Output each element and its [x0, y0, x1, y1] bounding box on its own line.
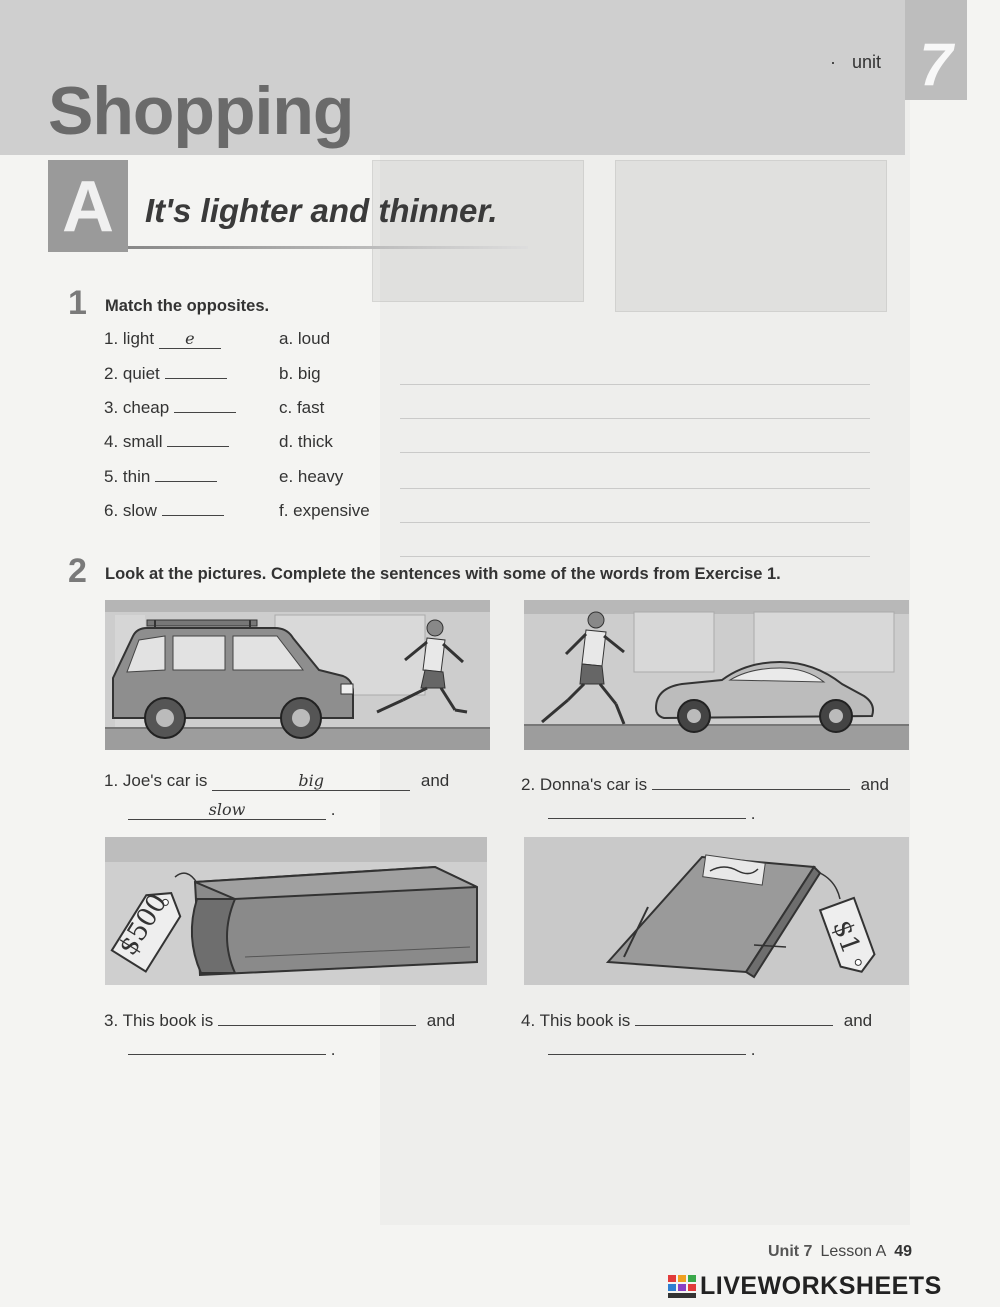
- match-item: 6. slow: [104, 501, 224, 521]
- ghost-line: [400, 452, 870, 453]
- unit-number: 7: [919, 31, 953, 98]
- big-car-illustration: [105, 600, 490, 750]
- answer-blank[interactable]: [155, 481, 217, 482]
- sentence-2: 2. Donna's car is and: [521, 771, 889, 795]
- ghost-line: [400, 488, 870, 489]
- answer-blank[interactable]: [652, 771, 850, 790]
- exercise-2-instruction: Look at the pictures. Complete the sentences with some of the words from Exercise 1.: [105, 565, 781, 583]
- thin-book-illustration: [524, 837, 909, 985]
- unit-bullet: ·: [830, 52, 836, 72]
- match-option: e. heavy: [279, 467, 344, 486]
- picture-small-car-runner: [524, 600, 909, 750]
- lesson-letter: A: [62, 167, 114, 247]
- match-item: 2. quiet: [104, 364, 227, 384]
- ghost-line: [400, 384, 870, 385]
- ghost-picture: [372, 160, 584, 302]
- answer-blank[interactable]: [162, 515, 224, 516]
- footer-unit: Unit 7: [768, 1243, 813, 1260]
- exercise-1-number: 1: [68, 284, 87, 322]
- match-item: 1. light e: [104, 329, 221, 349]
- page-footer: [768, 1243, 912, 1261]
- match-option: c. fast: [279, 398, 325, 417]
- ghost-picture: [615, 160, 887, 312]
- footer-lesson: Lesson A: [820, 1243, 887, 1260]
- small-car-illustration: [524, 600, 909, 750]
- page-title: Shopping: [48, 73, 354, 149]
- answer-blank[interactable]: [548, 800, 746, 819]
- ghost-line: [400, 522, 870, 523]
- answer-blank[interactable]: [548, 1036, 746, 1055]
- page-number: 49: [894, 1243, 913, 1260]
- sentence-4: 4. This book is and: [521, 1007, 872, 1031]
- answer-blank[interactable]: slow: [128, 800, 326, 820]
- match-item: 5. thin: [104, 467, 217, 487]
- liveworksheets-logo-icon: [668, 1275, 696, 1299]
- thick-book-illustration: [105, 837, 487, 985]
- match-option: a. loud: [279, 329, 331, 348]
- ghost-line: [400, 556, 870, 557]
- picture-thick-book: [105, 837, 487, 985]
- answer-blank[interactable]: [128, 1036, 326, 1055]
- answer-blank[interactable]: big: [212, 771, 410, 791]
- lesson-title-rule: [128, 246, 528, 249]
- answer-blank[interactable]: [174, 412, 236, 413]
- lesson-title: It's lighter and thinner.: [145, 192, 498, 229]
- sentence-1: 1. Joe's car is big and: [104, 771, 450, 790]
- sentence-1-continued: slow .: [128, 800, 335, 820]
- unit-label: unit: [852, 52, 882, 72]
- match-item: 3. cheap: [104, 398, 236, 418]
- sentence-4-continued: .: [548, 1036, 755, 1060]
- sentence-3: 3. This book is and: [104, 1007, 455, 1031]
- price-tag-1: $1: [826, 916, 866, 958]
- picture-thin-book: [524, 837, 909, 985]
- ghost-line: [400, 418, 870, 419]
- answer-blank[interactable]: [218, 1007, 416, 1026]
- picture-big-car-runner: [105, 600, 490, 750]
- price-tag-500: $500: [112, 888, 174, 961]
- sentence-3-continued: .: [128, 1036, 335, 1060]
- answer-blank[interactable]: [165, 378, 227, 379]
- exercise-1-instruction: Match the opposites.: [105, 297, 270, 315]
- answer-blank[interactable]: e: [159, 329, 221, 349]
- match-option: b. big: [279, 364, 321, 383]
- answer-blank[interactable]: [167, 446, 229, 447]
- exercise-2-number: 2: [68, 552, 87, 590]
- match-option: d. thick: [279, 432, 333, 451]
- liveworksheets-brand[interactable]: LIVEWORKSHEETS: [700, 1272, 942, 1300]
- match-option: f. expensive: [279, 501, 370, 520]
- match-item: 4. small: [104, 432, 229, 452]
- sentence-2-continued: .: [548, 800, 755, 824]
- answer-blank[interactable]: [635, 1007, 833, 1026]
